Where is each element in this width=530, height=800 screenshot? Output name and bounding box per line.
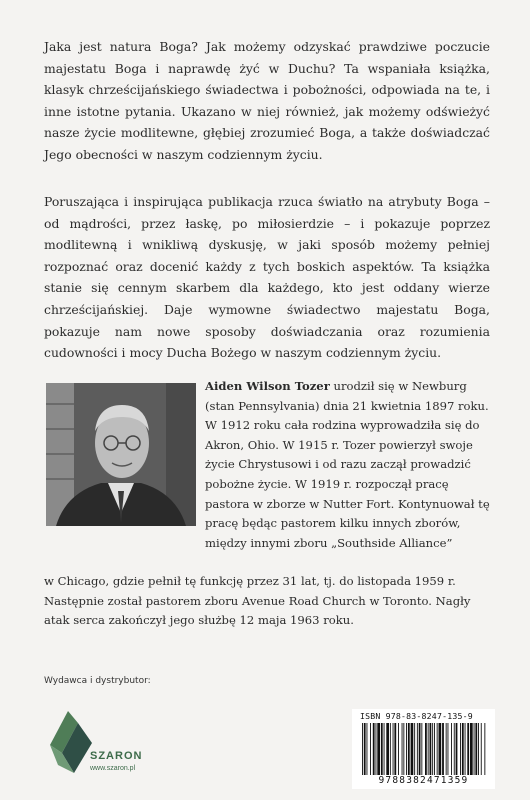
barcode-bar: [377, 723, 380, 775]
barcode-bar: [437, 723, 438, 775]
author-bio: [205, 377, 495, 553]
barcode-bar: [430, 723, 432, 775]
barcode-bar: [384, 723, 385, 775]
barcode-bar: [370, 723, 371, 775]
publisher-url: www.szaron.pl: [90, 765, 136, 772]
isbn-text: ISBN 978-83-8247-135-9: [360, 711, 473, 721]
barcode-bar: [465, 723, 466, 775]
barcode-bar: [403, 723, 404, 775]
barcode-bar: [467, 723, 469, 775]
barcode-bar: [462, 723, 464, 775]
barcode-bar: [398, 723, 399, 775]
barcode-bar: [390, 723, 391, 775]
barcode-bar: [456, 723, 458, 775]
author-bio-continued: w Chicago, gdzie pełnił tę funkcję przez 31 lat, tj. do listopada 1959 r. Następnie został pastorem zboru Avenue Road Church w Toronto. Nagły atak serca zakończył jego służbę 12 maja 1963 roku.: [44, 574, 471, 628]
isbn-barcode-block: [352, 709, 495, 789]
barcode-bar: [362, 723, 363, 775]
barcode-bar: [364, 723, 366, 775]
barcode-bar: [432, 723, 433, 775]
barcode-bar: [414, 723, 415, 775]
barcode-bar: [393, 723, 394, 775]
barcode-digits: 9788382471359: [378, 775, 469, 786]
barcode-bar: [376, 723, 377, 775]
barcode-bar: [406, 723, 407, 775]
barcode-bar: [428, 723, 429, 775]
barcode-bar: [434, 723, 435, 775]
description-paragraph-1: Jaka jest natura Boga? Jak możemy odzyskać prawdziwe poczucie majestatu Boga i naprawdę żyć w Duchu? Ta wspaniała książka, klasyk chrześcijańskiego świadectwa i pobożności, odpowiada na te, i inne istotne pytania. Ukazano w niej również, jak możemy odświeżyć nasze życie modlitewne, głębiej zrozumieć Boga, a także doświadczać Jego obecności w naszym codziennym życiu.: [44, 39, 490, 162]
barcode-bar: [475, 723, 477, 775]
publisher-name: SZARON: [90, 750, 143, 762]
author-photo: [46, 383, 196, 526]
barcode-bar: [484, 723, 485, 775]
barcode-bar: [446, 723, 447, 775]
publisher-logo: [44, 703, 164, 778]
author-name: Aiden Wilson Tozer: [205, 379, 330, 393]
barcode-bar: [386, 723, 389, 775]
barcode-bar: [394, 723, 396, 775]
barcode-bar: [425, 723, 427, 775]
publisher-label: Wydawca i dystrybutor:: [44, 676, 151, 686]
barcode-bar: [481, 723, 482, 775]
barcode-bar: [460, 723, 461, 775]
barcode-bar: [454, 723, 455, 775]
barcode-bar: [421, 723, 422, 775]
author-bio-text: urodził się w Newburg (stan Pennsylvania) dnia 21 kwietnia 1897 roku. W 1912 roku cała rodzina wyprowadziła się do Akron, Ohio. W 1915 r. Tozer powierzył swoje życie Chrystusowi i od razu zaczął prowadzić pobożne życie. W 1919 r. rozpoczął pracę pastora w zborze w Nutter Fort. Kontynuował tę pracę będąc pastorem kilku innych zborów, między innymi zboru „Southside Alliance”: [205, 379, 490, 550]
barcode: [360, 723, 488, 775]
barcode-bar: [402, 723, 403, 775]
barcode-bar: [470, 723, 473, 775]
barcode-bar: [474, 723, 475, 775]
barcode-bar: [442, 723, 444, 775]
barcode-bar: [419, 723, 421, 775]
barcode-bar: [451, 723, 452, 775]
barcode-bar: [373, 723, 375, 775]
barcode-bar: [411, 723, 414, 775]
description-paragraph-2: Poruszająca i inspirująca publikacja rzuca światło na atrybuty Boga – od mądrości, przez łaskę, po miłosierdzie – i pokazuje poprzez modlitewną i wnikliwą dyskusję, w jaki sposób możemy pełniej rozpoznać oraz docenić każdy z tych boskich aspektów. Ta książka stanie się cennym skarbem dla każdego, kto jest oddany wierze chrześcijańskiej. Daje wymowne świadectwo majestatu Boga, pokazuje nam nowe sposoby doświadczania oraz rozumienia cudowności i mocy Ducha Bożego w naszym codziennym życiu.: [44, 194, 490, 361]
barcode-bar: [439, 723, 442, 775]
barcode-bar: [417, 723, 418, 775]
barcode-bar: [408, 723, 410, 775]
barcode-bar: [381, 723, 383, 775]
barcode-bar: [367, 723, 368, 775]
barcode-bar: [448, 723, 449, 775]
barcode-bar: [478, 723, 479, 775]
